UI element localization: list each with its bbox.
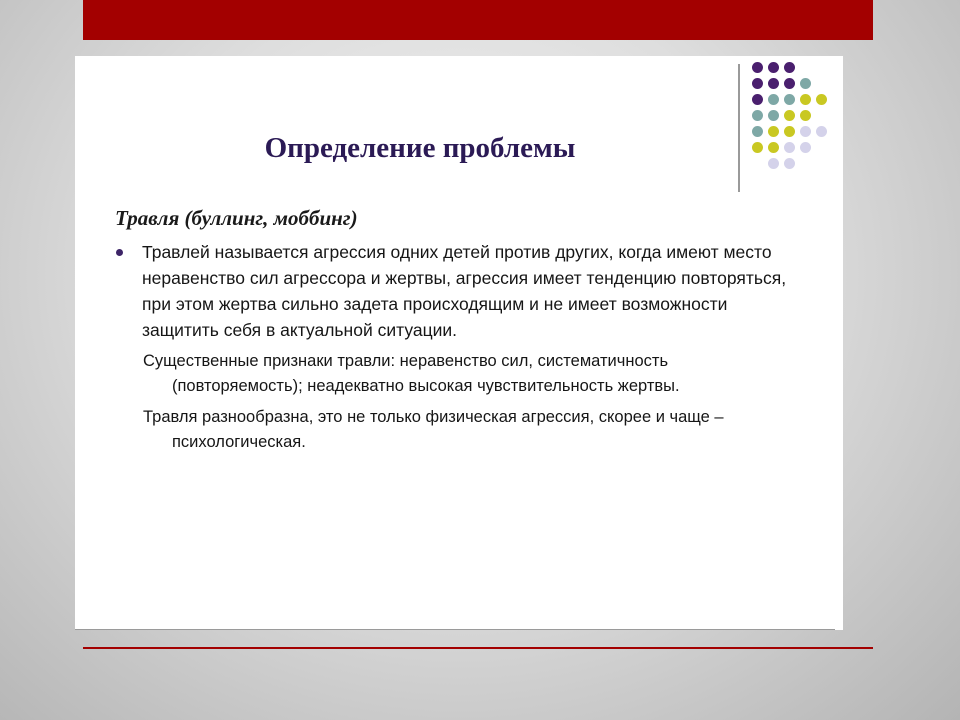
decorative-dot-yellow bbox=[768, 126, 779, 137]
bullet-dot-icon bbox=[116, 249, 123, 256]
decorative-dot-purple bbox=[784, 62, 795, 73]
decorative-dot-yellow bbox=[784, 126, 795, 137]
decorative-dot-purple bbox=[752, 94, 763, 105]
bottom-accent-rule bbox=[83, 647, 873, 649]
card-underline bbox=[75, 629, 835, 630]
decorative-dot-lavender bbox=[768, 158, 779, 169]
bullet-item bbox=[112, 239, 802, 343]
sub-paragraph: Существенные признаки травли: неравенство сил, систематичность (повторяемость); неадекватно высокая чувствительность жертвы. bbox=[143, 352, 680, 395]
decorative-dot-lavender bbox=[800, 142, 811, 153]
decorative-dot-yellow bbox=[752, 142, 763, 153]
decorative-dot-teal bbox=[752, 110, 763, 121]
decorative-dot-lavender bbox=[816, 126, 827, 137]
slide-title: Определение проблемы bbox=[264, 132, 576, 164]
decorative-dot-lavender bbox=[800, 126, 811, 137]
decorative-dot-teal bbox=[768, 94, 779, 105]
slide-subtitle: Травля (буллинг, моббинг) bbox=[115, 206, 358, 230]
decorative-dot-yellow bbox=[800, 94, 811, 105]
decorative-dot-teal bbox=[784, 94, 795, 105]
decorative-dot-teal bbox=[800, 78, 811, 89]
decorative-dot-teal bbox=[752, 126, 763, 137]
slide-body bbox=[112, 239, 802, 455]
decorative-dot-lavender bbox=[784, 142, 795, 153]
bullet-text: Травлей называется агрессия одних детей против других, когда имеют место неравенство сил агрессора и жертвы, агрессия имеет тенденцию повторяться, при этом жертва сильно задета происходящим и не имеет возможности защитить себя в актуальной ситуации. bbox=[142, 242, 787, 340]
top-accent-bar bbox=[83, 0, 873, 40]
decorative-dot-yellow bbox=[784, 110, 795, 121]
decorative-dot-teal bbox=[768, 110, 779, 121]
decorative-dot-yellow bbox=[816, 94, 827, 105]
decorative-dot-purple bbox=[768, 62, 779, 73]
decorative-dot-yellow bbox=[768, 142, 779, 153]
decorative-dot-purple bbox=[768, 78, 779, 89]
decorative-dot-purple bbox=[752, 62, 763, 73]
sub-paragraph: Травля разнообразна, это не только физическая агрессия, скорее и чаще – психологическая. bbox=[143, 408, 724, 451]
decorative-dot-purple bbox=[784, 78, 795, 89]
decorative-dot-purple bbox=[752, 78, 763, 89]
vertical-divider bbox=[738, 64, 740, 192]
decorative-dot-lavender bbox=[784, 158, 795, 169]
decorative-dot-yellow bbox=[800, 110, 811, 121]
decorative-dot-grid bbox=[752, 62, 836, 178]
